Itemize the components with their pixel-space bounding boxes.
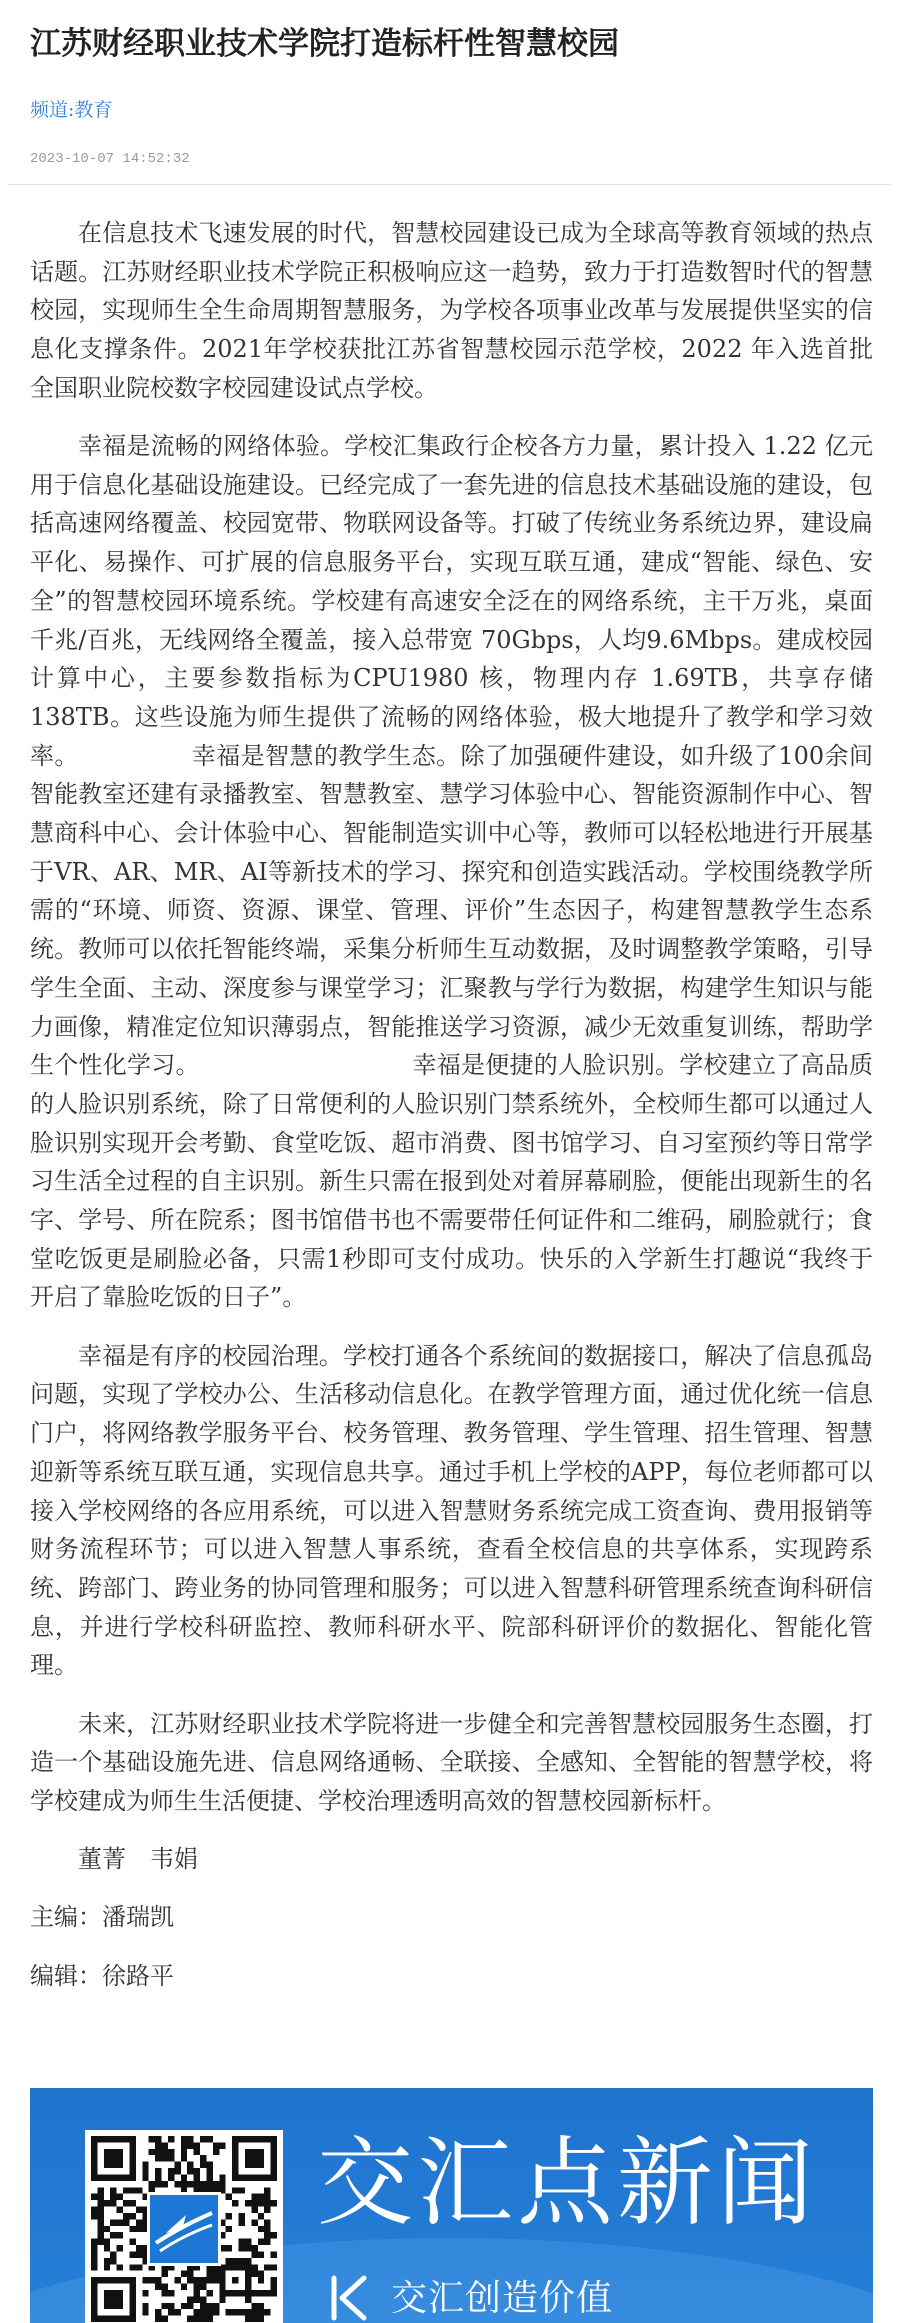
channel-label: 频道: bbox=[30, 99, 75, 121]
brand-name: 交汇点新闻 bbox=[317, 2127, 817, 2239]
article-paragraph: 在信息技术飞速发展的时代，智慧校园建设已成为全球高等教育领域的热点话题。江苏财经职业技术学院正积极响应这一趋势，致力于打造数智时代的智慧校园，实现师生全生命周期智慧服务，为学校各项事业改革与发展提供坚实的信息化支撑条件。2021年学校获批江苏省智慧校园示范学校，2022 年入选首批全国职业院校数字校园建设试点学校。 bbox=[30, 219, 873, 402]
app-logo-icon bbox=[147, 2192, 221, 2266]
qr-code-icon bbox=[85, 2130, 283, 2323]
editor: 编辑：徐路平 bbox=[30, 1961, 174, 1990]
app-promo-banner bbox=[30, 2088, 873, 2323]
article-title: 江苏财经职业技术学院打造标杆性智慧校园 bbox=[30, 26, 619, 62]
app-logo-graphic bbox=[150, 2195, 218, 2263]
channel-link[interactable]: 教育 bbox=[74, 99, 113, 121]
article-paragraph: 幸福是有序的校园治理。学校打通各个系统间的数据接口，解决了信息孤岛问题，实现了学校办公、生活移动信息化。在教学管理方面，通过优化统一信息门户，将网络教学服务平台、校务管理、教务管理、学生管理、招生管理、智慧迎新等系统互联互通，实现信息共享。通过手机上学校的APP，每位老师都可以接入学校网络的各应用系统，可以进入智慧财务系统完成工资查询、费用报销等财务流程环节；可以进入智慧人事系统，查看全校信息的共享体系，实现跨系统、跨部门、跨业务的协同管理和服务；可以进入智慧科研管理系统查询科研信息，并进行学校科研监控、教师科研水平、院部科研评价的数据化、智能化管理。 bbox=[30, 1341, 873, 1680]
channel-info bbox=[30, 96, 112, 124]
brand-slogan: 交汇创造价值 bbox=[391, 2278, 614, 2319]
article-body bbox=[30, 214, 873, 2015]
article-authors: 董菁 韦娟 bbox=[78, 1845, 198, 1874]
header-divider bbox=[8, 184, 892, 185]
article-paragraph: 未来，江苏财经职业技术学院将进一步健全和完善智慧校园服务生态圈，打造一个基础设施先进、信息网络通畅、全联接、全感知、全智能的智慧学校，将学校建成为师生生活便捷、学校治理透明高效的智慧校园新标杆。 bbox=[30, 1709, 873, 1815]
publish-timestamp: 2023-10-07 14:52:32 bbox=[30, 151, 190, 167]
jiaohui-logo-icon bbox=[322, 2272, 374, 2323]
chief-editor: 主编：潘瑞凯 bbox=[30, 1903, 174, 1932]
article-paragraph: 幸福是流畅的网络体验。学校汇集政行企校各方力量，累计投入 1.22 亿元用于信息化基础设施建设。已经完成了一套先进的信息技术基础设施的建设，包括高速网络覆盖、校园宽带、物联网设备等。打破了传统业务系统边界，建设扁平化、易操作、可扩展的信息服务平台，实现互联互通，建成“智能、绿色、安全”的智慧校园环境系统。学校建有高速安全泛在的网络系统，主干万兆，桌面千兆/百兆，无线网络全覆盖，接入总带宽 70Gbps，人均9.6Mbps。建成校园计算中心，主要参数指标为CPU1980 核，物理内存 1.69TB，共享存储 138TB。这些设施为师生提供了流畅的网络体验，极大地提升了教学和学习效率。 幸福是智慧的教学生态。除了加强硬件建设，如升级了100余间智能教室还建有录播教室、智慧教室、慧学习体验中心、智能资源制作中心、智慧商科中心、会计体验中心、智能制造实训中心等，教师可以轻松地进行开展基于VR、AR、MR、AI等新技术的学习、探究和创造实践活动。学校围绕教学所需的“环境、师资、资源、课堂、管理、评价”生态因子，构建智慧教学生态系统。教师可以依托智能终端，采集分析师生互动数据，及时调整教学策略，引导学生全面、主动、深度参与课堂学习；汇聚教与学行为数据，构建学生知识与能力画像，精准定位知识薄弱点，智能推送学习资源，减少无效重复训练，帮助学生个性化学习。 幸福是便捷的人脸识别。学校建立了高品质的人脸识别系统，除了日常便利的人脸识别门禁系统外，全校师生都可以通过人脸识别实现开会考勤、食堂吃饭、超市消费、图书馆学习、自习室预约等日常学习生活全过程的自主识别。新生只需在报到处对着屏幕刷脸，便能出现新生的名字、学号、所在院系；图书馆借书也不需要带任何证件和二维码，刷脸就行；食堂吃饭更是刷脸必备，只需1秒即可支付成功。快乐的入学新生打趣说“我终于开启了靠脸吃饭的日子”。 bbox=[30, 432, 873, 1312]
